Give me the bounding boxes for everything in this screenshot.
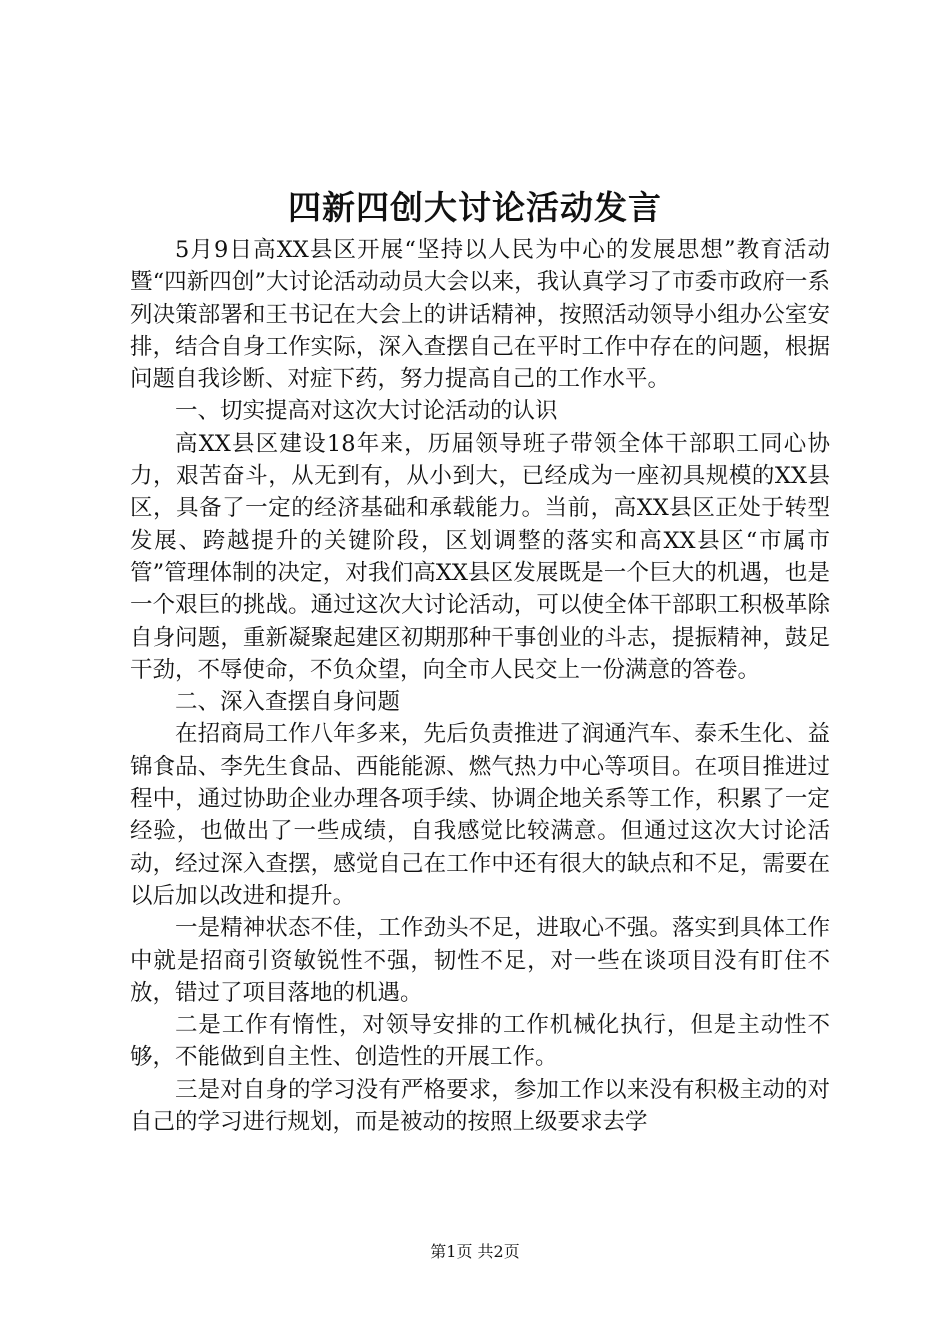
section-heading-1: 一、切实提高对这次大讨论活动的认识 — [175, 398, 558, 425]
paragraph-section-2: 在招商局工作八年多来，先后负责推进了润通汽车、泰禾生化、益锦食品、李先生食品、西能能源、燃气热力中心等项目。在项目推进过程中，通过协助企业办理各项手续、协调企地关系等工作，积累了一定经验，也做出了一些成绩，自我感觉比较满意。但通过这次大讨论活动，经过深入查摆，感觉自己在工作中还有很大的缺点和不足，需要在以后加以改进和提升。 — [130, 721, 830, 909]
paragraph-point-3: 三是对自身的学习没有严格要求，参加工作以来没有积极主动的对自己的学习进行规划，而是被动的按照上级要求去学 — [130, 1076, 830, 1136]
paragraph-section-1: 高XX县区建设18年来，历届领导班子带领全体干部职工同心协力，艰苦奋斗，从无到有，从小到大，已经成为一座初具规模的XX县区，具备了一定的经济基础和承载能力。当前，高XX县区正处于转型发展、跨越提升的关键阶段，区划调整的落实和高XX县区“市属市管”管理体制的决定，对我们高XX县区发展既是一个巨大的机遇，也是一个艰巨的挑战。通过这次大讨论活动，可以使全体干部职工积极革除自身问题，重新凝聚起建区初期那种干事创业的斗志，提振精神，鼓足干劲，不辱使命，不负众望，向全市人民交上一份满意的答卷。 — [130, 430, 830, 683]
paragraph-point-1: 一是精神状态不佳，工作劲头不足，进取心不强。落实到具体工作中就是招商引资敏锐性不强，韧性不足，对一些在谈项目没有盯住不放，错过了项目落地的机遇。 — [130, 915, 830, 1006]
page-footer: 第1页 共2页 — [430, 1242, 520, 1261]
section-heading-2: 二、深入查摆自身问题 — [175, 689, 401, 716]
document-title: 四新四创大讨论活动发言 — [288, 188, 662, 227]
document-body — [130, 234, 830, 1138]
paragraph-point-2: 二是工作有惰性，对领导安排的工作机械化执行，但是主动性不够，不能做到自主性、创造性的开展工作。 — [130, 1012, 830, 1071]
paragraph-intro: 5月9日高XX县区开展“坚持以人民为中心的发展思想”教育活动暨“四新四创”大讨论活动动员大会以来，我认真学习了市委市政府一系列决策部署和王书记在大会上的讲话精神，按照活动领导小组办公室安排，结合自身工作实际，深入查摆自己在平时工作中存在的问题，根据问题自我诊断、对症下药，努力提高自己的工作水平。 — [130, 237, 830, 393]
